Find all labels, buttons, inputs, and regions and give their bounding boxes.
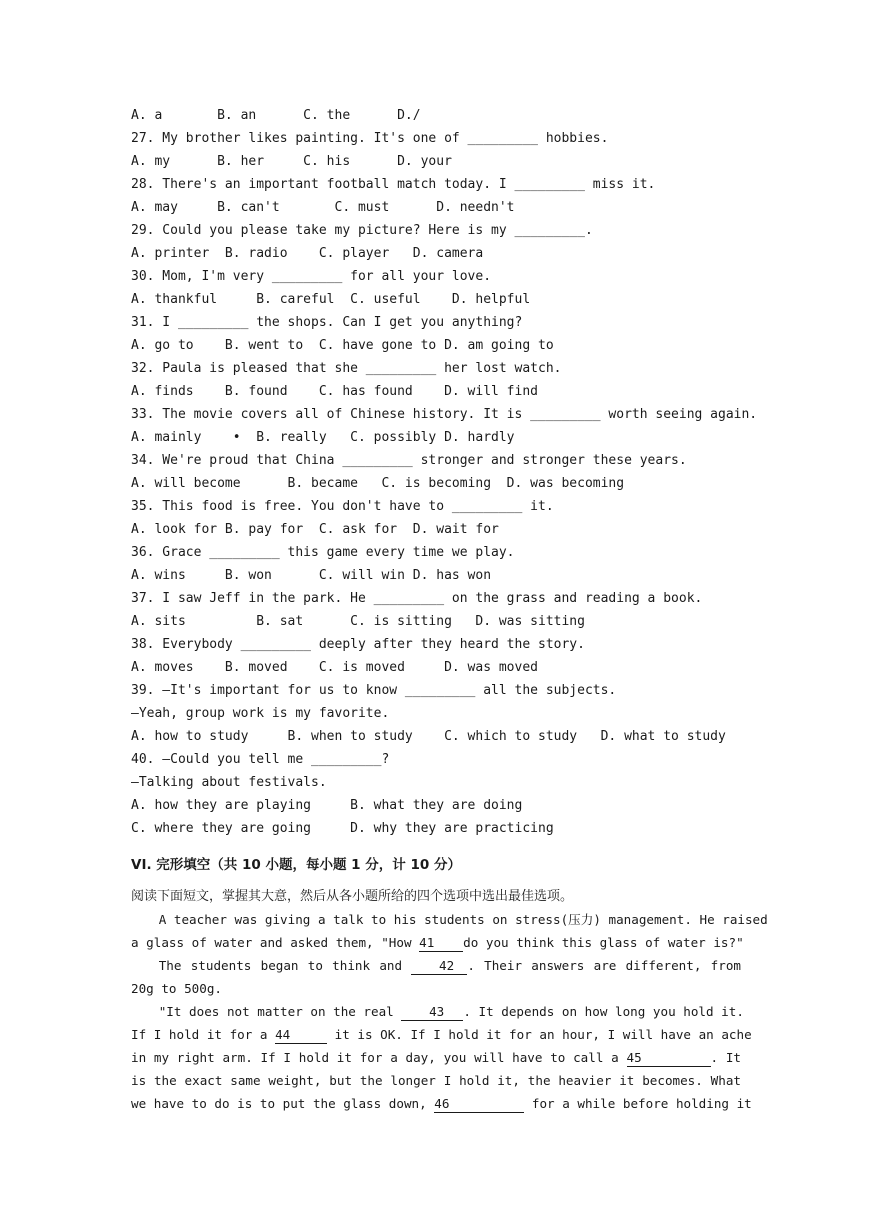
question-line: 39. —It's important for us to know _________ all the subjects. <box>131 683 617 698</box>
question-line: A. go to B. went to C. have gone to D. am going to <box>131 338 554 353</box>
question-line: 37. I saw Jeff in the park. He _________ on the grass and reading a book. <box>131 591 703 606</box>
question-line: A. sits B. sat C. is sitting D. was sitting <box>131 614 585 629</box>
question-line: 28. There's an important football match today. I _________ miss it. <box>131 177 656 192</box>
passage-line: "It does not matter on the real 43 . It depends on how long you hold it. <box>158 1004 744 1019</box>
question-line: 30. Mom, I'm very _________ for all your love. <box>131 269 492 284</box>
blank-41: 41 <box>419 935 463 952</box>
question-line: 35. This food is free. You don't have to _________ it. <box>131 499 554 514</box>
question-line: 29. Could you please take my picture? Here is my _________. <box>131 223 593 238</box>
question-line: 40. —Could you tell me _________? <box>131 752 390 767</box>
passage-line: A teacher was giving a talk to his students on stress(压力) management. He raised <box>158 912 768 927</box>
question-line: 38. Everybody _________ deeply after they heard the story. <box>131 637 585 652</box>
question-line: —Talking about festivals. <box>131 775 327 790</box>
question-line: 33. The movie covers all of Chinese history. It is _________ worth seeing again. <box>131 407 758 422</box>
blank-44: 44 <box>275 1027 327 1044</box>
question-line: 32. Paula is pleased that she _________ her lost watch. <box>131 361 562 376</box>
exam-page <box>131 104 768 1115</box>
passage-line: in my right arm. If I hold it for a day, you will have to call a 45 . It <box>131 1050 741 1065</box>
question-line: A. may B. can't C. must D. needn't <box>131 200 515 215</box>
question-line: A. how they are playing B. what they are doing <box>131 798 523 813</box>
blank-45: 45 <box>627 1050 711 1067</box>
passage-line: 20g to 500g. <box>131 981 222 996</box>
question-line: A. wins B. won C. will win D. has won <box>131 568 492 583</box>
passage-line: If I hold it for a 44 it is OK. If I hold it for an hour, I will have an ache <box>131 1027 752 1042</box>
question-line: A. mainly • B. really C. possibly D. hardly <box>131 430 515 445</box>
question-line: 27. My brother likes painting. It's one of _________ hobbies. <box>131 131 609 146</box>
question-line: A. finds B. found C. has found D. will find <box>131 384 538 399</box>
question-line: A. look for B. pay for C. ask for D. wait for <box>131 522 499 537</box>
question-line: C. where they are going D. why they are practicing <box>131 821 554 836</box>
cloze-passage <box>131 908 768 1115</box>
question-line: A. moves B. moved C. is moved D. was moved <box>131 660 538 675</box>
question-line: 36. Grace _________ this game every time we play. <box>131 545 515 560</box>
question-line: A. printer B. radio C. player D. camera <box>131 246 484 261</box>
question-line: 34. We're proud that China _________ stronger and stronger these years. <box>131 453 687 468</box>
passage-line: is the exact same weight, but the longer I hold it, the heavier it becomes. What <box>131 1073 741 1088</box>
question-line: —Yeah, group work is my favorite. <box>131 706 390 721</box>
passage-line: a glass of water and asked them, "How 41 do you think this glass of water is?" <box>131 935 744 950</box>
passage-line: we have to do is to put the glass down, 46 for a while before holding it <box>131 1096 752 1111</box>
multiple-choice-questions <box>131 104 758 840</box>
question-line: A. my B. her C. his D. your <box>131 154 452 169</box>
question-line: A. how to study B. when to study C. which to study D. what to study <box>131 729 726 744</box>
question-line: A. a B. an C. the D./ <box>131 108 421 123</box>
blank-46: 46 <box>434 1096 524 1113</box>
question-line: A. will become B. became C. is becoming D. was becoming <box>131 476 625 491</box>
question-line: A. thankful B. careful C. useful D. helpful <box>131 292 531 307</box>
section-instruction: 阅读下面短文，掌握其大意，然后从各小题所给的四个选项中选出最佳选项。 <box>131 889 574 904</box>
blank-42: 42 <box>411 958 467 975</box>
section-title: VI. 完形填空（共 10 小题，每小题 1 分，计 10 分） <box>131 857 461 873</box>
blank-43: 43 <box>401 1004 463 1021</box>
passage-line: The students began to think and 42 . Their answers are different, from <box>158 958 741 973</box>
question-line: 31. I _________ the shops. Can I get you anything? <box>131 315 523 330</box>
